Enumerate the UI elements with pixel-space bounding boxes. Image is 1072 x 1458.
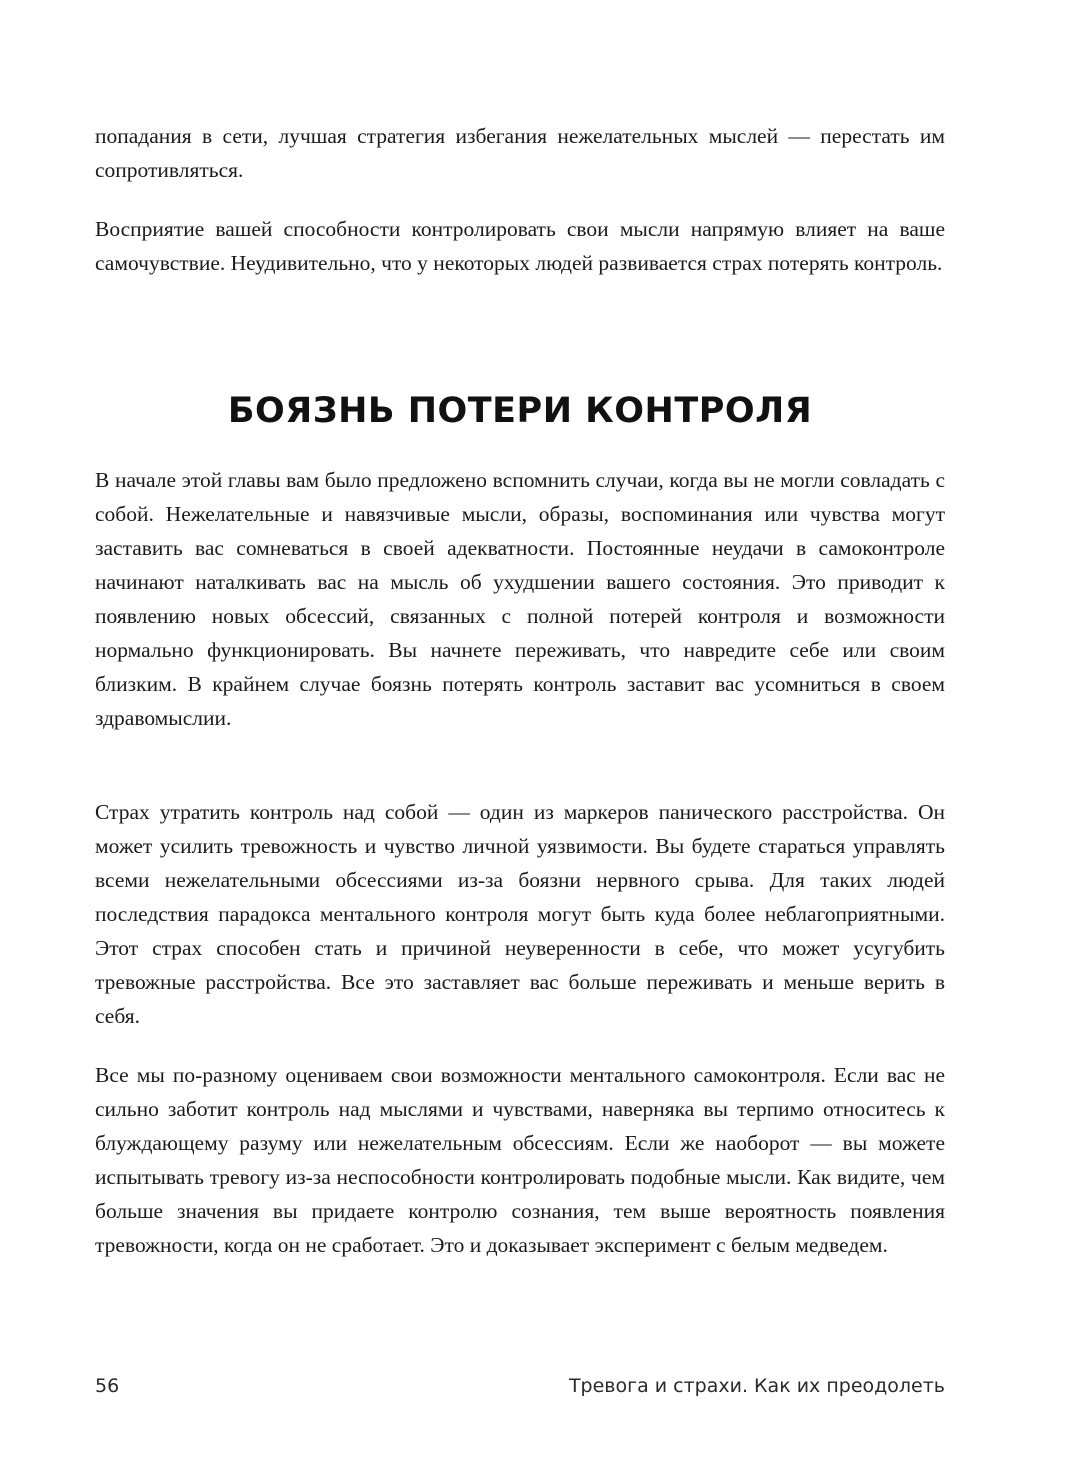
paragraph-panic-marker xyxy=(95,795,945,1033)
page-number: 56 xyxy=(95,1375,120,1397)
section-heading: БОЯЗНЬ ПОТЕРИ КОНТРОЛЯ xyxy=(227,391,813,431)
paragraph-continuation xyxy=(95,119,945,187)
running-title: Тревога и страхи. Как их преодолеть xyxy=(568,1375,945,1397)
paragraph-text: попадания в сети, лучшая стратегия избегания нежелательных мыслей — перестать им сопротивляться. xyxy=(95,124,945,182)
paragraph-chapter-intro xyxy=(95,463,945,735)
paragraph-perception xyxy=(95,212,945,280)
paragraph-self-control xyxy=(95,1058,945,1262)
page-footer xyxy=(95,1370,945,1402)
paragraph-text: Все мы по-разному оцениваем свои возможности ментального самоконтроля. Если вас не сильно заботит контроль над мыслями и чувствами, наверняка вы терпимо относитесь к блуждающему разуму или нежелательным обсессиям. Если же наоборот — вы можете испытывать тревогу из-за неспособности контролировать подобные мысли. Как видите, чем больше значения вы придаете контролю сознания, тем выше вероятность появления тревожности, когда он не сработает. Это и доказывает эксперимент с белым медведем. xyxy=(95,1063,945,1257)
paragraph-text: Страх утратить контроль над собой — один из маркеров панического расстройства. Он может усилить тревожность и чувство личной уязвимости. Вы будете стараться управлять всеми нежелательными обсессиями из-за боязни нервного срыва. Для таких людей последствия парадокса ментального контроля могут быть куда более неблагоприятными. Этот страх способен стать и причиной неуверенности в себе, что может усугубить тревожные расстройства. Все это заставляет вас больше переживать и меньше верить в себя. xyxy=(95,800,945,1028)
paragraph-text: Восприятие вашей способности контролировать свои мысли напрямую влияет на ваше самочувствие. Неудивительно, что у некоторых людей развивается страх потерять контроль. xyxy=(95,217,945,275)
paragraph-text: В начале этой главы вам было предложено вспомнить случаи, когда вы не могли совладать с собой. Нежелательные и навязчивые мысли, образы, воспоминания или чувства могут заставить вас сомневаться в своей адекватности. Постоянные неудачи в самоконтроле начинают наталкивать вас на мысль об ухудшении вашего состояния. Это приводит к появлению новых обсессий, связанных с полной потерей контроля и возможности нормально функционировать. Вы начнете переживать, что навредите себе или своим близким. В крайнем случае боязнь потерять контроль заставит вас усомниться в своем здравомыслии. xyxy=(95,468,945,730)
